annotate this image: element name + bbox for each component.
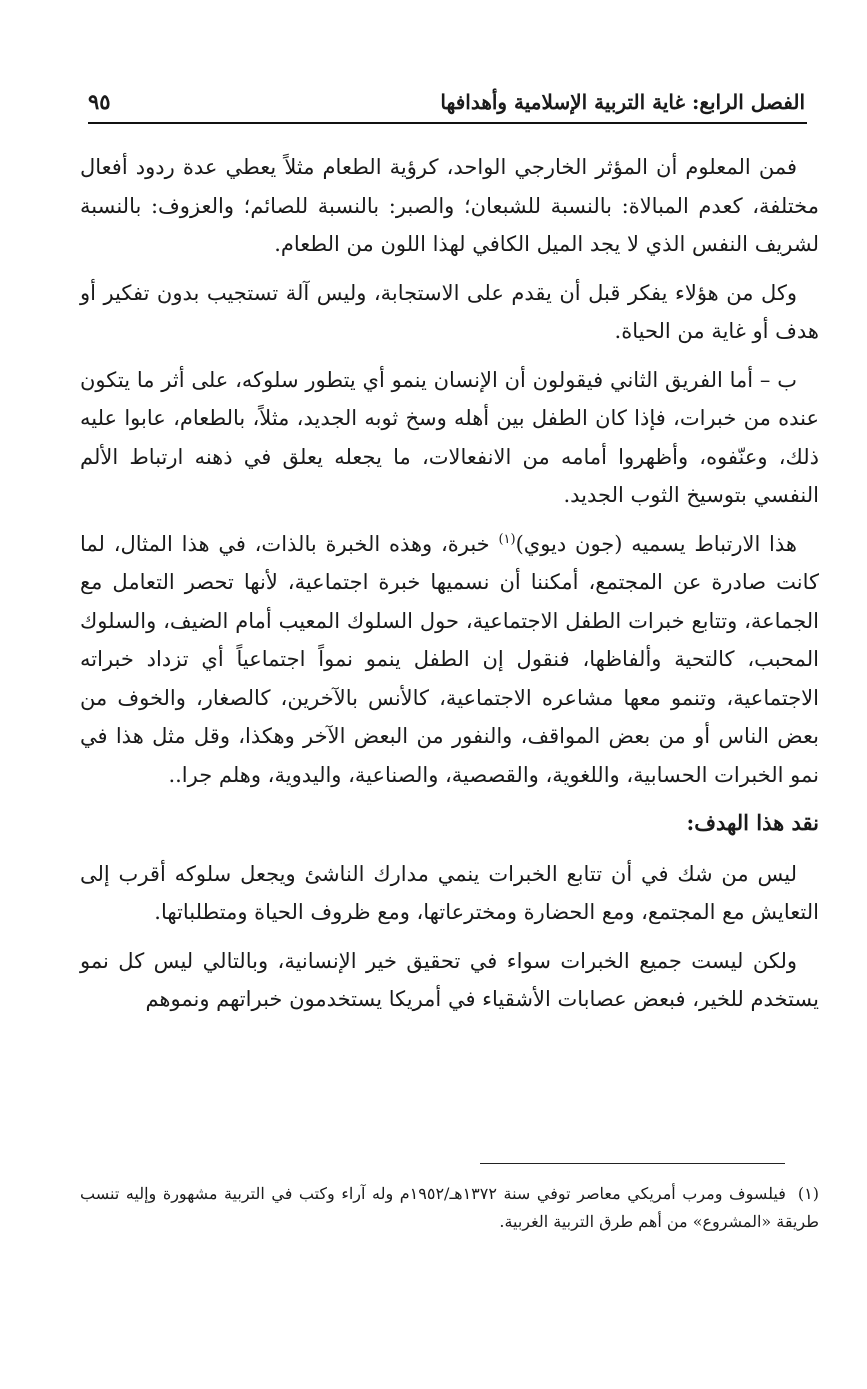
- footnote: [80, 1180, 819, 1236]
- header-rule: [88, 122, 807, 124]
- paragraph-reflection: وكل من هؤلاء يفكر قبل أن يقدم على الاستجابة، وليس آلة تستجيب بدون تفكير أو هدف أو غاية من الحياة.: [80, 280, 819, 343]
- chapter-title: الفصل الرابع: غاية التربية الإسلامية وأهدافها: [440, 90, 805, 114]
- footnote-rule: [480, 1163, 785, 1164]
- paragraph-not-all-experiences: ولكن ليست جميع الخبرات سواء في تحقيق خير الإنسانية، وبالتالي ليس كل نمو يستخدم للخير، فبعض عصابات الأشقياء في أمريكا يستخدمون خبراتهم ونموهم: [80, 948, 819, 1011]
- dewey-text-rest: خبرة، وهذه الخبرة بالذات، في هذا المثال، لما كانت صادرة عن المجتمع، أمكننا أن نسميها خبرة اجتماعية، لأنها تحصر التعامل مع الجماعة، وتتابع خبرات الطفل الاجتماعية، حول السلوك المعيب أمام الضيف، والسلوك المحبب، كالتحية وألفاظها، فنقول إن الطفل ينمو نمواً اجتماعياً أي تزداد خبراته الاجتماعية، وتنمو معها مشاعره الاجتماعية، كالأنس بالآخرين، كالصغار، والخوف من بعض الناس أو من بعض المواقف، والنفور من البعض الآخر وهكذا، وقل مثل هذا في نمو الخبرات الحسابية، واللغوية، والقصصية، والصناعية، واليدوية، وهلم جرا..: [80, 531, 819, 787]
- running-header: [88, 78, 805, 114]
- paragraph-second-group: ب – أما الفريق الثاني فيقولون أن الإنسان ينمو أي يتطور سلوكه، على أثر ما يتكون عنده من خبرات، فإذا كان الطفل بين أهله وسخ ثوبه الجديد، مثلاً، بالطعام، عابوا عليه ذلك، وعنّفوه، وأظهروا أمامه من الانفعالات، ما يجعله يعلق في ذهنه ارتباط الألم النفسي بتوسيخ الثوب الجديد.: [80, 367, 819, 507]
- section-heading: نقد هذا الهدف:: [686, 810, 819, 835]
- footnote-number: (١): [797, 1184, 819, 1203]
- body-text: [80, 148, 819, 1029]
- paragraph-critique: ليس من شك في أن تتابع الخبرات ينمي مدارك الناشئ ويجعل سلوكه أقرب إلى التعايش مع المجتمع، ومع الحضارة ومخترعاتها، ومع ظروف الحياة ومتطلباتها.: [80, 861, 819, 924]
- footnote-text: فيلسوف ومرب أمريكي معاصر توفي سنة ١٣٧٢هـ/١٩٥٢م وله آراء وكتب في التربية مشهورة وإليه تنسب طريقة «المشروع» من أهم طرق التربية الغربية.: [80, 1184, 819, 1231]
- paragraph-stimulus: فمن المعلوم أن المؤثر الخارجي الواحد، كرؤية الطعام مثلاً يعطي عدة ردود أفعال مختلفة، كعدم المبالاة: بالنسبة للشبعان؛ والصبر: بالنسبة للصائم؛ والعزوف: بالنسبة لشريف النفس الذي لا يجد الميل الكافي لهذا اللون من الطعام.: [80, 155, 819, 256]
- footnote-reference[interactable]: (١): [498, 531, 516, 547]
- paragraph-dewey: [80, 525, 819, 795]
- dewey-text-start: هذا الارتباط يسميه (جون ديوي): [515, 531, 797, 556]
- page-number: ٩٥: [88, 89, 111, 114]
